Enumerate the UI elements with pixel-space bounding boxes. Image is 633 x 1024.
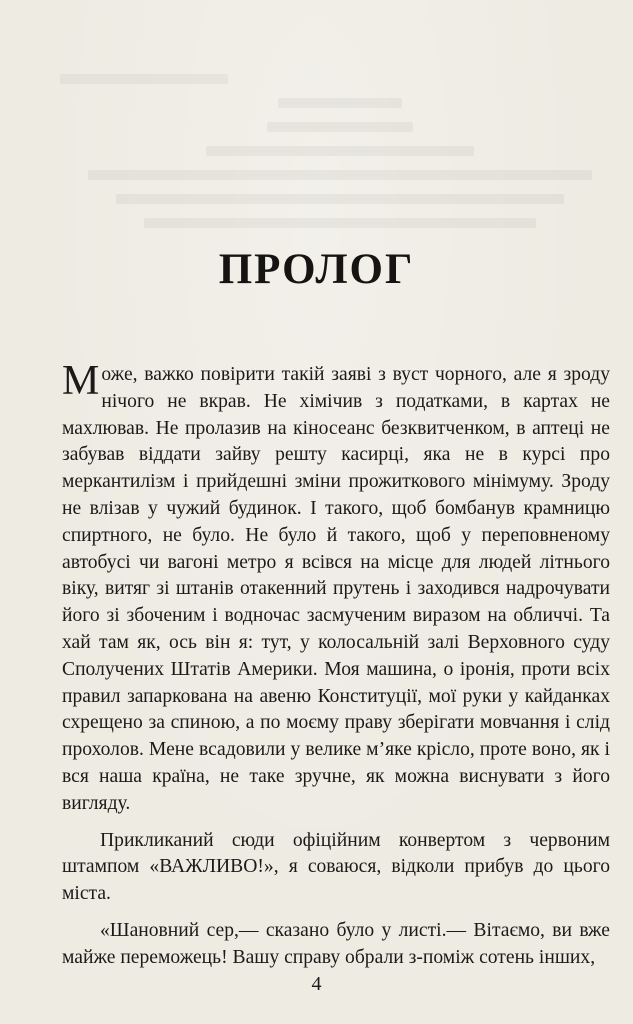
- chapter-title: ПРОЛОГ: [218, 245, 415, 293]
- drop-cap: М: [62, 358, 100, 404]
- paragraph-3: «Шановний сер,— сказано було у листі.— Вітаємо, ви вже майже переможець! Вашу справу обрали з-поміж сотень інших,: [62, 919, 610, 968]
- chapter-body: [62, 358, 610, 972]
- paragraph-2: Прикликаний сюди офіційним конвертом з червоним штампом «ВАЖЛИВО!», я соваюся, відколи прибув до цього міста.: [62, 829, 610, 905]
- page-number: 4: [311, 973, 322, 995]
- paragraph-1: [62, 358, 610, 818]
- paragraph-1-text: оже, важко повірити такій заяві з вуст чорного, але я зроду нічого не вкрав. Не хімічив з податками, в картах не махлював. Не пролазив на кіносеанс безквитченком, в аптеці не забував віддати зайву решту касирці, яка не в курсі про меркантилізм і прийдешні зміни прожиткового мінімуму. Зроду не влізав у чужий будинок. І такого, щоб бомбанув крамницю спиртного, не було. Не було й такого, щоб у переповненому автобусі чи вагоні метро я всівся на місце для людей літнього віку, витяг зі штанів отакенний прутень і заходився надрочувати його зі збоченим і водночас засмученим виразом на обличчі. Та хай там як, ось він я: тут, у колосальній залі Верховного суду Сполучених Штатів Америки. Моя машина, о іронія, проти всіх правил запаркована на авеню Конституції, мої руки у кайданках схрещено за спиною, а по моєму праву зберігати мовчання і слід прохолов. Мене всадовили у велике м’яке крісло, проте воно, як і вся наша країна, не таке зручне, як можна виснувати з його вигляду.: [62, 364, 610, 814]
